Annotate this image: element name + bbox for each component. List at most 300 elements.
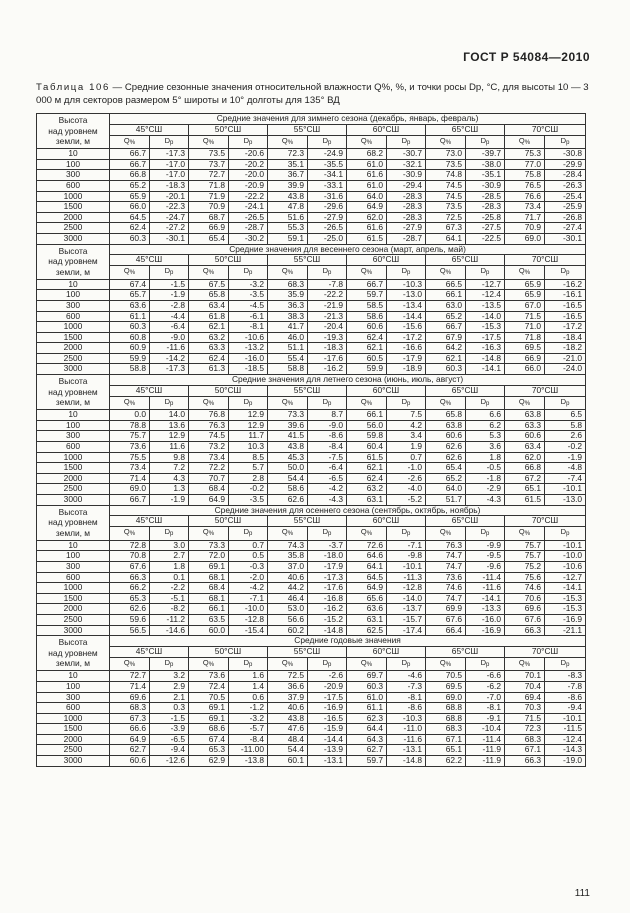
- section-title: Средние значения для зимнего сезона (декабрь, январь, февраль): [110, 114, 586, 125]
- humidity-cell: 54.4: [268, 745, 308, 756]
- humidity-cell: 60.3: [110, 322, 150, 333]
- humidity-param-header: [189, 527, 229, 541]
- dewpoint-subscript: p: [170, 531, 174, 538]
- humidity-cell: 40.6: [268, 703, 308, 714]
- humidity-cell: 66.0: [110, 202, 150, 213]
- humidity-cell: 63.6: [110, 300, 150, 311]
- humidity-param-header: [347, 396, 387, 410]
- dewpoint-symbol: D: [480, 266, 487, 276]
- humidity-cell: 66.9: [189, 223, 229, 234]
- dewpoint-cell: -12.7: [545, 572, 586, 583]
- section-title-row: [37, 636, 586, 647]
- dewpoint-symbol: D: [480, 396, 487, 406]
- dewpoint-cell: -33.1: [308, 180, 347, 191]
- dewpoint-cell: -24.0: [545, 364, 586, 375]
- dewpoint-param-header: [545, 657, 586, 671]
- altitude-header-line: Высота: [58, 506, 88, 517]
- altitude-cell: 10: [37, 540, 110, 551]
- dewpoint-cell: 12.9: [229, 420, 268, 431]
- dewpoint-cell: -0.3: [229, 561, 268, 572]
- humidity-cell: 66.1: [347, 410, 387, 421]
- dewpoint-subscript: p: [170, 139, 174, 146]
- dewpoint-cell: -6.1: [229, 311, 268, 322]
- dewpoint-subscript: p: [407, 270, 411, 277]
- humidity-cell: 74.8: [426, 170, 466, 181]
- humidity-symbol: Q: [123, 135, 130, 145]
- dewpoint-cell: 12.9: [229, 410, 268, 421]
- dewpoint-cell: -38.0: [466, 159, 505, 170]
- dewpoint-cell: -20.4: [308, 322, 347, 333]
- dewpoint-cell: 0.7: [387, 452, 426, 463]
- humidity-cell: 76.6: [505, 191, 545, 202]
- dewpoint-cell: -10.0: [545, 551, 586, 562]
- table-row: [37, 180, 586, 191]
- humidity-cell: 41.5: [268, 431, 308, 442]
- dewpoint-param-header: [545, 527, 586, 541]
- dewpoint-cell: -14.4: [387, 311, 426, 322]
- latitude-row: [37, 124, 586, 135]
- dewpoint-cell: -14.8: [387, 756, 426, 767]
- dewpoint-cell: -11.4: [466, 572, 505, 583]
- altitude-header: [37, 114, 110, 149]
- humidity-subscript: %: [445, 400, 452, 407]
- dewpoint-symbol: D: [322, 657, 329, 667]
- humidity-cell: 73.6: [189, 671, 229, 682]
- dewpoint-cell: -20.6: [229, 149, 268, 160]
- humidity-cell: 73.4: [110, 463, 150, 474]
- table-row: [37, 332, 586, 343]
- humidity-cell: 64.9: [347, 583, 387, 594]
- dewpoint-cell: -4.5: [229, 300, 268, 311]
- humidity-cell: 43.8: [268, 442, 308, 453]
- humidity-cell: 69.0: [505, 233, 545, 244]
- dewpoint-cell: -17.2: [545, 322, 586, 333]
- humidity-symbol: Q: [360, 657, 367, 667]
- altitude-header-line: земли, м: [55, 658, 91, 669]
- caption-lead: Таблица 106: [36, 82, 110, 93]
- dewpoint-subscript: p: [170, 661, 174, 668]
- humidity-dewpoint-table: [36, 113, 586, 767]
- dewpoint-cell: -15.3: [545, 593, 586, 604]
- humidity-cell: 64.0: [347, 191, 387, 202]
- dewpoint-cell: -5.1: [150, 593, 189, 604]
- humidity-cell: 47.6: [268, 724, 308, 735]
- humidity-cell: 68.8: [426, 713, 466, 724]
- humidity-subscript: %: [129, 531, 136, 538]
- dewpoint-cell: -29.9: [545, 159, 586, 170]
- humidity-cell: 78.8: [110, 420, 150, 431]
- table-row: [37, 484, 586, 495]
- altitude-cell: 1000: [37, 322, 110, 333]
- humidity-cell: 67.6: [505, 614, 545, 625]
- dewpoint-cell: -26.5: [308, 223, 347, 234]
- dewpoint-cell: 14.0: [150, 410, 189, 421]
- humidity-cell: 68.3: [426, 724, 466, 735]
- humidity-cell: 73.2: [189, 442, 229, 453]
- dewpoint-cell: -19.0: [545, 756, 586, 767]
- humidity-cell: 62.6: [426, 452, 466, 463]
- humidity-param-header: [189, 266, 229, 280]
- humidity-param-header: [189, 657, 229, 671]
- dewpoint-cell: -11.9: [466, 745, 505, 756]
- altitude-cell: 1000: [37, 583, 110, 594]
- dewpoint-symbol: D: [322, 527, 329, 537]
- table-row: [37, 431, 586, 442]
- altitude-header-line: земли, м: [55, 397, 91, 408]
- altitude-header-line: Высота: [58, 637, 88, 648]
- dewpoint-cell: -2.2: [150, 583, 189, 594]
- dewpoint-cell: -14.6: [150, 625, 189, 636]
- humidity-symbol: Q: [518, 527, 525, 537]
- humidity-cell: 73.7: [189, 159, 229, 170]
- dewpoint-cell: -3.9: [150, 724, 189, 735]
- section-title-row: [37, 375, 586, 386]
- dewpoint-param-header: [466, 266, 505, 280]
- latitude-header: 55°СШ: [268, 124, 347, 135]
- dewpoint-cell: 0.7: [229, 540, 268, 551]
- dewpoint-subscript: p: [249, 400, 253, 407]
- humidity-param-header: [110, 135, 150, 149]
- latitude-header: 55°СШ: [268, 516, 347, 527]
- humidity-param-header: [268, 135, 308, 149]
- humidity-cell: 66.7: [110, 495, 150, 506]
- dewpoint-cell: -17.3: [150, 149, 189, 160]
- dewpoint-subscript: p: [249, 661, 253, 668]
- latitude-header: 50°СШ: [189, 255, 268, 266]
- humidity-param-header: [268, 266, 308, 280]
- humidity-cell: 58.8: [110, 364, 150, 375]
- humidity-cell: 64.5: [110, 212, 150, 223]
- altitude-header-line: земли, м: [55, 136, 91, 147]
- humidity-cell: 68.3: [110, 703, 150, 714]
- dewpoint-cell: -28.3: [387, 202, 426, 213]
- dewpoint-subscript: p: [328, 661, 332, 668]
- humidity-subscript: %: [524, 270, 531, 277]
- dewpoint-cell: -11.00: [229, 745, 268, 756]
- dewpoint-cell: -22.3: [150, 202, 189, 213]
- humidity-cell: 69.6: [505, 604, 545, 615]
- humidity-cell: 59.8: [347, 431, 387, 442]
- humidity-cell: 59.9: [347, 364, 387, 375]
- latitude-header: 45°СШ: [110, 516, 189, 527]
- parameter-row: [37, 135, 586, 149]
- humidity-cell: 65.9: [505, 279, 545, 290]
- humidity-symbol: Q: [518, 266, 525, 276]
- altitude-header-line: над уровнем: [48, 647, 98, 658]
- dewpoint-cell: 1.9: [387, 442, 426, 453]
- table-row: [37, 364, 586, 375]
- humidity-cell: 65.9: [110, 191, 150, 202]
- dewpoint-cell: -2.6: [387, 473, 426, 484]
- dewpoint-cell: -11.2: [150, 614, 189, 625]
- humidity-cell: 62.1: [189, 322, 229, 333]
- humidity-cell: 72.7: [110, 671, 150, 682]
- dewpoint-cell: 3.2: [150, 671, 189, 682]
- humidity-cell: 75.7: [505, 540, 545, 551]
- dewpoint-cell: -28.4: [545, 170, 586, 181]
- dewpoint-cell: -6.4: [308, 463, 347, 474]
- dewpoint-cell: 1.6: [229, 671, 268, 682]
- table-row: [37, 149, 586, 160]
- dewpoint-cell: -3.2: [229, 279, 268, 290]
- humidity-cell: 68.1: [189, 593, 229, 604]
- dewpoint-symbol: D: [322, 266, 329, 276]
- dewpoint-cell: -16.6: [387, 343, 426, 354]
- humidity-cell: 71.0: [505, 322, 545, 333]
- humidity-subscript: %: [208, 139, 215, 146]
- dewpoint-cell: -21.0: [545, 353, 586, 364]
- humidity-cell: 58.6: [268, 484, 308, 495]
- dewpoint-subscript: p: [486, 400, 490, 407]
- dewpoint-subscript: p: [407, 661, 411, 668]
- table-row: [37, 614, 586, 625]
- humidity-subscript: %: [524, 531, 531, 538]
- dewpoint-cell: -9.4: [150, 745, 189, 756]
- dewpoint-cell: 3.4: [387, 431, 426, 442]
- table-row: [37, 452, 586, 463]
- humidity-cell: 67.1: [426, 734, 466, 745]
- dewpoint-subscript: p: [566, 661, 570, 668]
- humidity-param-header: [347, 135, 387, 149]
- humidity-cell: 67.3: [110, 713, 150, 724]
- dewpoint-symbol: D: [243, 266, 250, 276]
- dewpoint-cell: -21.1: [545, 625, 586, 636]
- altitude-cell: 600: [37, 572, 110, 583]
- humidity-subscript: %: [445, 661, 452, 668]
- dewpoint-cell: -2.8: [150, 300, 189, 311]
- dewpoint-cell: -10.0: [229, 604, 268, 615]
- humidity-cell: 61.0: [347, 159, 387, 170]
- dewpoint-cell: -16.2: [308, 604, 347, 615]
- dewpoint-cell: -12.4: [545, 734, 586, 745]
- altitude-header: [37, 375, 110, 410]
- humidity-param-header: [347, 527, 387, 541]
- humidity-subscript: %: [129, 139, 136, 146]
- humidity-cell: 64.0: [426, 484, 466, 495]
- dewpoint-cell: -4.3: [308, 495, 347, 506]
- humidity-cell: 67.6: [110, 561, 150, 572]
- humidity-cell: 62.7: [110, 745, 150, 756]
- dewpoint-cell: -8.6: [545, 692, 586, 703]
- humidity-cell: 62.4: [110, 223, 150, 234]
- altitude-header: [37, 505, 110, 540]
- dewpoint-symbol: D: [164, 527, 171, 537]
- dewpoint-cell: -9.0: [308, 420, 347, 431]
- dewpoint-cell: -11.0: [387, 724, 426, 735]
- humidity-symbol: Q: [123, 657, 130, 667]
- humidity-cell: 73.4: [505, 202, 545, 213]
- dewpoint-symbol: D: [164, 396, 171, 406]
- humidity-cell: 68.4: [189, 583, 229, 594]
- dewpoint-cell: -8.1: [229, 322, 268, 333]
- humidity-cell: 62.3: [347, 713, 387, 724]
- dewpoint-cell: -14.8: [466, 353, 505, 364]
- dewpoint-cell: 11.6: [150, 442, 189, 453]
- dewpoint-cell: -10.1: [387, 561, 426, 572]
- humidity-subscript: %: [287, 139, 294, 146]
- dewpoint-subscript: p: [566, 270, 570, 277]
- humidity-cell: 66.3: [505, 625, 545, 636]
- dewpoint-cell: -19.3: [308, 332, 347, 343]
- dewpoint-cell: -17.4: [387, 625, 426, 636]
- humidity-cell: 62.6: [268, 495, 308, 506]
- dewpoint-cell: 2.7: [150, 551, 189, 562]
- humidity-cell: 63.4: [189, 300, 229, 311]
- dewpoint-cell: -27.9: [308, 212, 347, 223]
- humidity-cell: 69.5: [426, 681, 466, 692]
- dewpoint-cell: -11.5: [545, 724, 586, 735]
- humidity-cell: 62.4: [189, 353, 229, 364]
- altitude-cell: 300: [37, 692, 110, 703]
- dewpoint-cell: -14.8: [308, 625, 347, 636]
- dewpoint-param-header: [466, 135, 505, 149]
- humidity-cell: 58.8: [268, 364, 308, 375]
- humidity-symbol: Q: [281, 396, 288, 406]
- humidity-cell: 65.1: [505, 484, 545, 495]
- humidity-cell: 40.6: [268, 572, 308, 583]
- humidity-cell: 60.0: [189, 625, 229, 636]
- dewpoint-cell: -7.3: [387, 681, 426, 692]
- dewpoint-cell: -26.3: [545, 180, 586, 191]
- dewpoint-subscript: p: [486, 139, 490, 146]
- table-row: [37, 279, 586, 290]
- dewpoint-cell: -10.1: [545, 713, 586, 724]
- dewpoint-subscript: p: [407, 139, 411, 146]
- dewpoint-cell: 1.8: [466, 452, 505, 463]
- humidity-cell: 63.3: [189, 343, 229, 354]
- humidity-cell: 64.3: [347, 734, 387, 745]
- humidity-subscript: %: [287, 661, 294, 668]
- dewpoint-cell: -17.9: [308, 561, 347, 572]
- humidity-cell: 70.6: [505, 593, 545, 604]
- humidity-cell: 63.8: [505, 410, 545, 421]
- altitude-cell: 10: [37, 149, 110, 160]
- humidity-subscript: %: [524, 661, 531, 668]
- dewpoint-param-header: [308, 527, 347, 541]
- humidity-cell: 62.4: [347, 473, 387, 484]
- humidity-cell: 74.5: [426, 180, 466, 191]
- dewpoint-cell: -32.1: [387, 159, 426, 170]
- humidity-subscript: %: [129, 400, 136, 407]
- humidity-cell: 62.4: [347, 332, 387, 343]
- table-row: [37, 233, 586, 244]
- altitude-cell: 2500: [37, 614, 110, 625]
- humidity-cell: 71.4: [110, 681, 150, 692]
- humidity-symbol: Q: [439, 396, 446, 406]
- humidity-cell: 62.9: [189, 756, 229, 767]
- altitude-header-line: Высота: [58, 115, 88, 126]
- humidity-param-header: [505, 266, 545, 280]
- humidity-param-header: [505, 527, 545, 541]
- altitude-cell: 100: [37, 420, 110, 431]
- humidity-cell: 39.6: [268, 420, 308, 431]
- dewpoint-subscript: p: [566, 400, 570, 407]
- humidity-cell: 62.2: [426, 756, 466, 767]
- humidity-param-header: [426, 266, 466, 280]
- dewpoint-symbol: D: [243, 135, 250, 145]
- humidity-symbol: Q: [281, 266, 288, 276]
- dewpoint-cell: -27.4: [545, 223, 586, 234]
- altitude-cell: 3000: [37, 495, 110, 506]
- humidity-cell: 69.1: [189, 561, 229, 572]
- dewpoint-param-header: [150, 657, 189, 671]
- humidity-cell: 66.3: [505, 756, 545, 767]
- dewpoint-symbol: D: [401, 135, 408, 145]
- humidity-cell: 70.3: [505, 703, 545, 714]
- humidity-cell: 36.3: [268, 300, 308, 311]
- altitude-cell: 2000: [37, 604, 110, 615]
- table-row: [37, 343, 586, 354]
- dewpoint-cell: -9.5: [466, 551, 505, 562]
- caption-text: — Средние сезонные значения относительной влажности Q%, %, и точки росы Dp, °C, для высоты 10 — 3 000 м для секторов размером 5° широты и 10° долготы для 135° ВД: [36, 82, 589, 106]
- humidity-cell: 69.1: [189, 703, 229, 714]
- humidity-cell: 62.6: [110, 604, 150, 615]
- humidity-cell: 69.6: [110, 692, 150, 703]
- humidity-cell: 76.3: [189, 420, 229, 431]
- humidity-cell: 75.5: [110, 452, 150, 463]
- humidity-subscript: %: [366, 661, 373, 668]
- humidity-cell: 62.7: [347, 745, 387, 756]
- humidity-cell: 46.4: [268, 593, 308, 604]
- table-row: [37, 625, 586, 636]
- humidity-cell: 65.8: [189, 290, 229, 301]
- table-row: [37, 745, 586, 756]
- altitude-cell: 1500: [37, 332, 110, 343]
- latitude-header: 65°СШ: [426, 385, 505, 396]
- dewpoint-cell: -18.5: [229, 364, 268, 375]
- humidity-cell: 73.5: [426, 202, 466, 213]
- humidity-cell: 66.8: [505, 463, 545, 474]
- dewpoint-param-header: [387, 527, 426, 541]
- dewpoint-subscript: p: [486, 531, 490, 538]
- humidity-subscript: %: [524, 139, 531, 146]
- dewpoint-cell: -13.0: [387, 290, 426, 301]
- dewpoint-cell: -10.1: [545, 540, 586, 551]
- humidity-cell: 72.0: [189, 551, 229, 562]
- dewpoint-cell: -9.9: [466, 540, 505, 551]
- dewpoint-cell: 6.5: [545, 410, 586, 421]
- dewpoint-symbol: D: [560, 135, 567, 145]
- dewpoint-cell: -8.4: [308, 442, 347, 453]
- humidity-subscript: %: [445, 531, 452, 538]
- humidity-param-header: [426, 527, 466, 541]
- humidity-cell: 72.5: [426, 212, 466, 223]
- dewpoint-cell: -6.5: [150, 734, 189, 745]
- dewpoint-cell: -25.4: [545, 191, 586, 202]
- dewpoint-cell: -8.2: [150, 604, 189, 615]
- humidity-cell: 63.8: [426, 420, 466, 431]
- altitude-cell: 2500: [37, 223, 110, 234]
- dewpoint-param-header: [545, 396, 586, 410]
- altitude-header-line: над уровнем: [48, 256, 98, 267]
- humidity-cell: 36.7: [268, 170, 308, 181]
- humidity-symbol: Q: [202, 396, 209, 406]
- altitude-cell: 300: [37, 561, 110, 572]
- humidity-cell: 51.1: [268, 343, 308, 354]
- humidity-cell: 70.9: [505, 223, 545, 234]
- altitude-cell: 300: [37, 431, 110, 442]
- humidity-cell: 73.3: [189, 540, 229, 551]
- altitude-cell: 100: [37, 551, 110, 562]
- humidity-param-header: [426, 657, 466, 671]
- dewpoint-cell: -16.9: [545, 614, 586, 625]
- latitude-header: 65°СШ: [426, 646, 505, 657]
- dewpoint-subscript: p: [486, 270, 490, 277]
- dewpoint-cell: -22.5: [466, 233, 505, 244]
- dewpoint-symbol: D: [243, 527, 250, 537]
- dewpoint-param-header: [308, 396, 347, 410]
- dewpoint-cell: -13.4: [387, 300, 426, 311]
